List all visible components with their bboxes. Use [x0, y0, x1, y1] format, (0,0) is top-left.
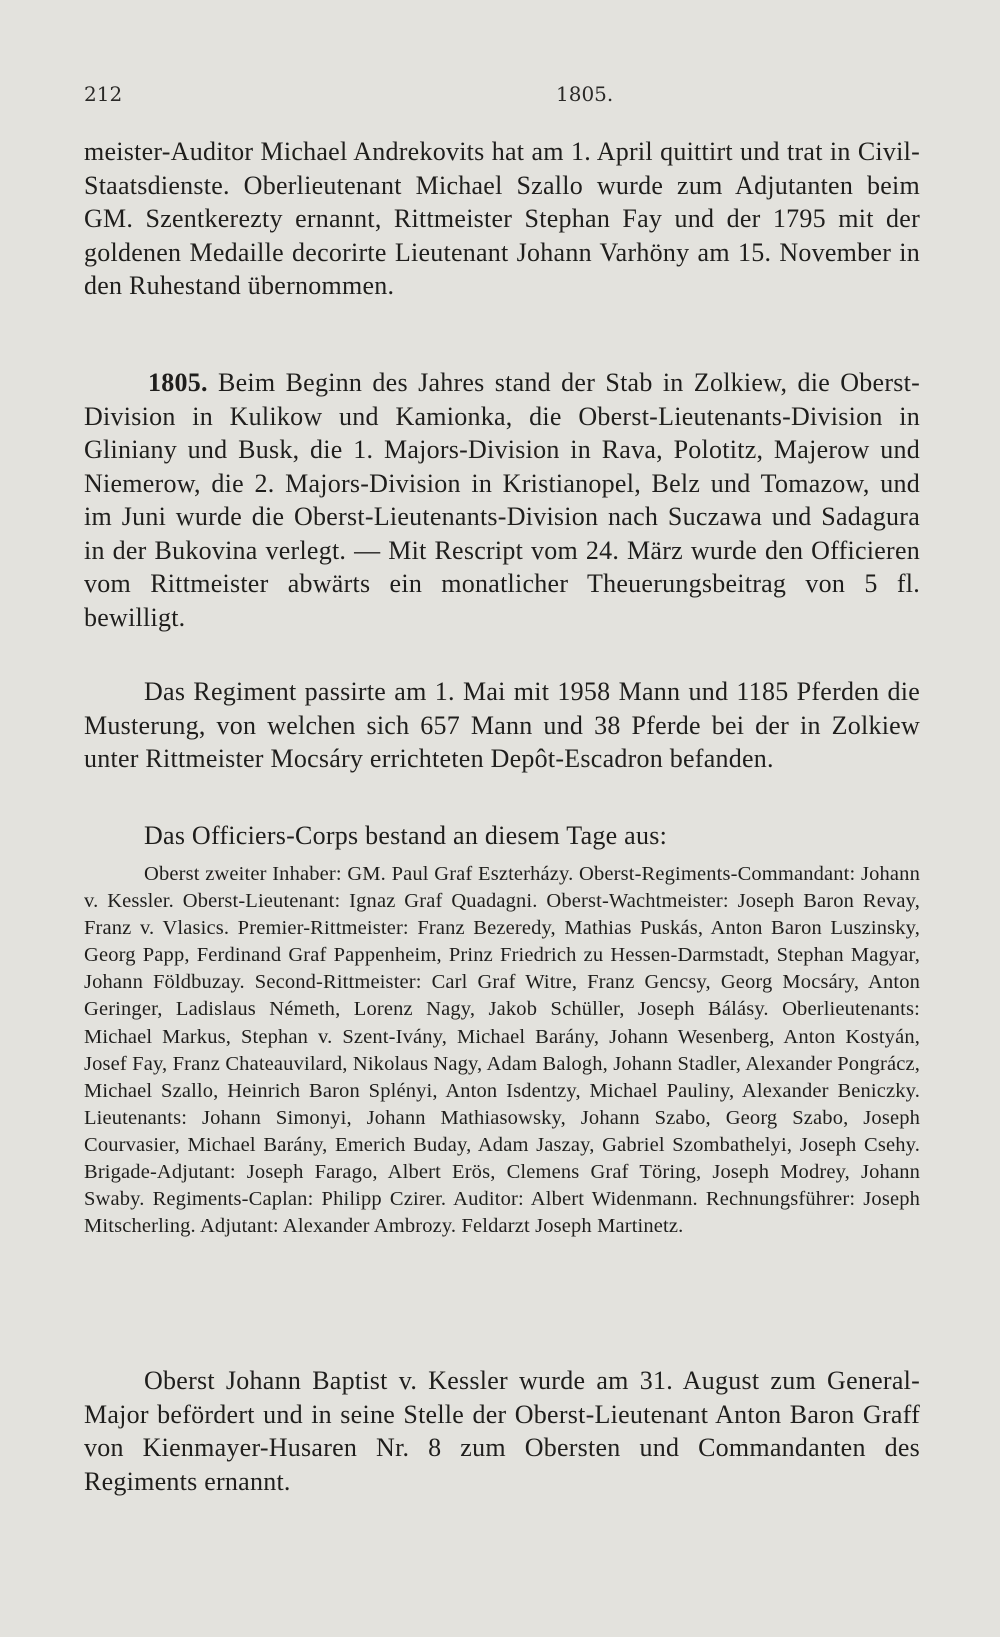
running-title: 1805.: [556, 82, 614, 106]
paragraph-muster: Das Regiment passirte am 1. Mai mit 1958 Mann und 1185 Pferden die Musterung, von welchen sich 657 Mann und 38 Pferde bei der in Zolkiew unter Rittmeister Mocsáry errichteten Depôt-Escadron befanden.: [84, 677, 920, 773]
page-number: 212: [84, 82, 123, 106]
paragraph-1805-stations: [84, 366, 920, 634]
inline-year: 1805.: [148, 368, 208, 397]
paragraph-continuation: meister-Auditor Michael Andrekovits hat am 1. April quittirt und trat in Civil-Staatsdienste. Oberlieutenant Michael Szallo wurde zum Adjutanten beim GM. Szentkerezty ernannt, Rittmeister Stephan Fay und der 1795 mit der goldenen Medaille decorirte Lieutenant Johann Varhöny am 15. November in den Ruhestand übernommen.: [84, 137, 920, 300]
paragraph-promotion: Oberst Johann Baptist v. Kessler wurde am 31. August zum General-Major befördert und in seine Stelle der Oberst-Lieutenant Anton Baron Graff von Kienmayer-Husaren Nr. 8 zum Obersten und Commandanten des Regiments ernannt.: [84, 1366, 920, 1496]
paragraph-officer-corps-intro: Das Officiers-Corps bestand an diesem Tage aus:: [144, 821, 668, 850]
officer-corps-list: Oberst zweiter Inhaber: GM. Paul Graf Eszterházy. Oberst-Regiments-Commandant: Johann v. Kessler. Oberst-Lieutenant: Ignaz Graf Quadagni. Oberst-Wachtmeister: Joseph Baron Revay, Franz v. Vlasics. Premier-Rittmeister: Franz Bezeredy, Mathias Puskás, Anton Baron Luszinsky, Georg Papp, Ferdinand Graf Pappenheim, Prinz Friedrich zu Hessen-Darmstadt, Stephan Magyar, Johann Földbuzay. Second-Rittmeister: Carl Graf Witre, Franz Gencsy, Georg Mocsáry, Anton Geringer, Ladislaus Németh, Lorenz Nagy, Jakob Schüller, Joseph Bálásy. Oberlieutenants: Michael Markus, Stephan v. Szent-Ivány, Michael Barány, Johann Wesenberg, Anton Kostyán, Josef Fay, Franz Chateauvilard, Nikolaus Nagy, Adam Balogh, Johann Stadler, Alexander Pongrácz, Michael Szallo, Heinrich Baron Splényi, Anton Isdentzy, Michael Pauliny, Alexander Beniczky. Lieutenants: Johann Simonyi, Johann Mathiasowsky, Johann Szabo, Georg Szabo, Joseph Courvasier, Michael Barány, Emerich Buday, Adam Jaszay, Gabriel Szombathelyi, Joseph Csehy. Brigade-Adjutant: Joseph Farago, Albert Erös, Clemens Graf Töring, Joseph Modrey, Johann Swaby. Regiments-Caplan: Philipp Czirer. Auditor: Albert Widenmann. Rechnungsführer: Joseph Mitscherling. Adjutant: Alexander Ambrozy. Feldarzt Joseph Martinetz.: [84, 863, 920, 1238]
paragraph-1805-stations-text: Beim Beginn des Jahres stand der Stab in Zolkiew, die Oberst-Division in Kulikow und Kamionka, die Oberst-Lieutenants-Division in Gliniany und Busk, die 1. Majors-Division in Rava, Polotitz, Majerow und Niemerow, die 2. Majors-Division in Kristianopel, Belz und Tomazow, und im Juni wurde die Oberst-Lieutenants-Division nach Suczawa und Sadagura in der Bukovina verlegt. — Mit Rescript vom 24. März wurde den Officieren vom Rittmeister abwärts ein monatlicher Theuerungsbeitrag von 5 fl. bewilligt.: [84, 368, 920, 632]
page-header: [84, 82, 920, 110]
